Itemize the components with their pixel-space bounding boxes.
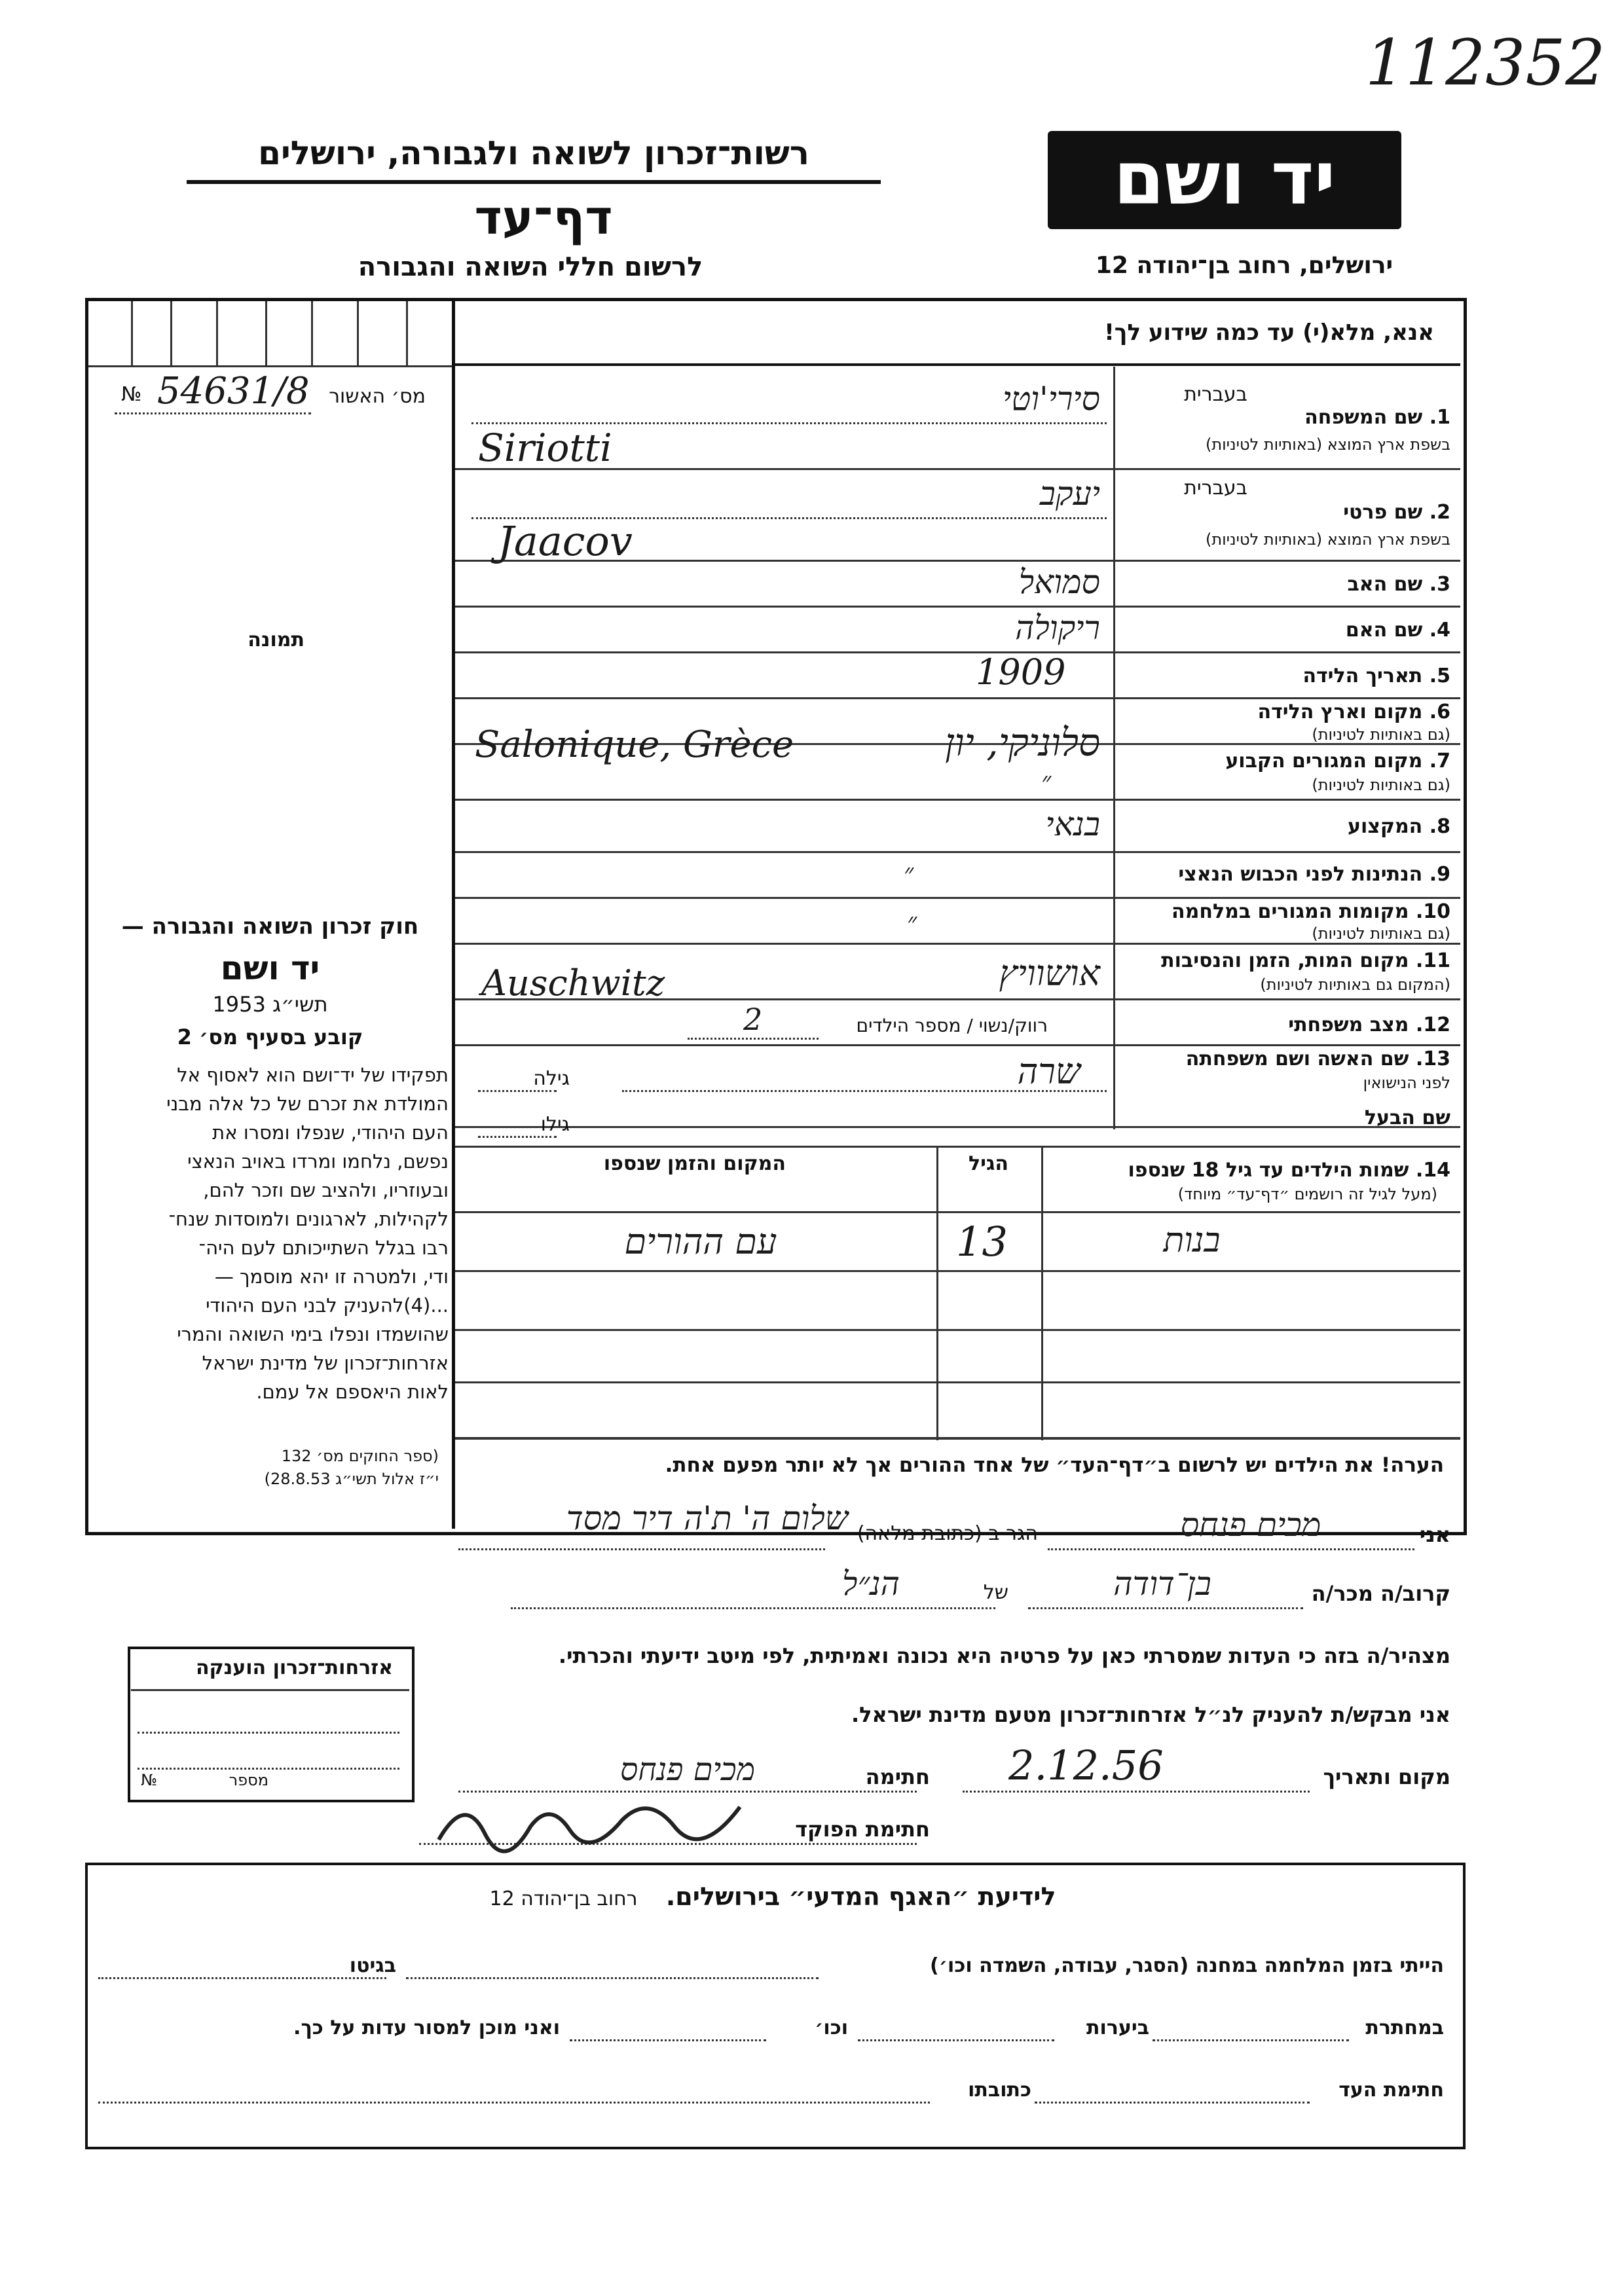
bottom-line1-ghetto: בגיטו bbox=[349, 1954, 396, 1977]
child-place[interactable]: עם ההורים bbox=[624, 1221, 777, 1262]
law-line: שהושמדו ונפלו בימי השואה והמרי bbox=[177, 1323, 449, 1345]
field-5-label: 5. תאריך הלידה bbox=[1302, 665, 1450, 687]
approval-prefix: № bbox=[121, 383, 142, 406]
field-10-label: 10. מקומות המגורים במלחמה bbox=[1172, 900, 1450, 923]
field-2-lat-value[interactable]: Jaacov bbox=[498, 517, 633, 565]
field-9-label: 9. הנתינות לפני הכבוש הנאצי bbox=[1178, 863, 1450, 886]
law-line: אזרחות־זכרון של מדינת ישראל bbox=[202, 1352, 449, 1374]
bottom-line1-camp: הייתי בזמן המלחמה במחנה (הסגר, עבודה, השמדה וכו׳) bbox=[930, 1954, 1444, 1977]
field-7-label: 7. מקום המגורים הקבוע bbox=[1225, 750, 1450, 773]
bottom-line2-forests: ביערות bbox=[1086, 2016, 1149, 2039]
photo-label: תמונה bbox=[248, 629, 304, 651]
bottom-title-address: רחוב בן־יהודה 12 bbox=[489, 1887, 638, 1910]
child-name[interactable]: בנות bbox=[1163, 1221, 1221, 1260]
field-7-sub: (גם באותיות לטיניות) bbox=[1312, 776, 1450, 794]
citizenship-number-label: מספר bbox=[229, 1771, 268, 1789]
field-2-label: 2. שם פרטי bbox=[1343, 501, 1450, 524]
husband-age-label: גילו bbox=[540, 1113, 570, 1136]
wife-age-label: גילה bbox=[533, 1067, 570, 1090]
officer-signature-scribble bbox=[426, 1781, 766, 1859]
field-11-heb-value[interactable]: אושוויץ bbox=[999, 953, 1100, 994]
law-line: לקהילות, לארגונים ולמוסדות שנח־ bbox=[168, 1208, 449, 1230]
law-line: המולדת את זכרם של כל אלה מבני bbox=[166, 1093, 449, 1115]
field-13-label: 13. שם האשה ושם משפחתה bbox=[1185, 1048, 1450, 1070]
field-1-lat-value[interactable]: Siriotti bbox=[478, 426, 612, 470]
declarant-address[interactable]: שלום ה' ת'ה דיר מסד bbox=[566, 1499, 849, 1537]
bottom-line2-underground: במחתרת bbox=[1365, 2016, 1444, 2039]
law-clause: קובע בסעיף מס׳ 2 bbox=[177, 1025, 363, 1049]
law-line: ...(4)להעניק לבני העם היהודי bbox=[206, 1294, 449, 1317]
request-text: אני מבקש/ת להעניק לנ״ל אזרחות־זכרון מטעם מדינת ישראל. bbox=[851, 1702, 1450, 1727]
yad-vashem-logo bbox=[1048, 131, 1401, 229]
bottom-title-main: לידיעת ״האגף המדעי״ בירושלים. bbox=[665, 1882, 1056, 1911]
field-4-label: 4. שם האם bbox=[1345, 619, 1450, 642]
law-line: ודי, ולמטרה זו יהא מוסמך — bbox=[214, 1266, 449, 1288]
field-4-value[interactable]: ריקולה bbox=[1015, 609, 1100, 647]
field-10-sub: (גם באותיות לטיניות) bbox=[1312, 924, 1450, 943]
field-6-heb-value[interactable]: סלוניקי, יון bbox=[945, 720, 1100, 765]
field-6-label: 6. מקום וארץ הלידה bbox=[1257, 701, 1450, 723]
bottom-line3-witness-signature: חתימת העד bbox=[1338, 2079, 1444, 2102]
field-1-heb-value[interactable]: סירי'וטי bbox=[1002, 380, 1100, 418]
bottom-line2-testimony: ואני מוכן למסור עדות על כך. bbox=[293, 2016, 560, 2039]
citizenship-number-prefix: № bbox=[141, 1771, 157, 1789]
form-subtitle: לרשום חללי השואה והגבורה bbox=[358, 252, 703, 282]
field-13-sub: לפני הנישואין bbox=[1363, 1074, 1450, 1092]
law-title: חוק זכרון השואה והגבורה — bbox=[121, 913, 419, 939]
field-2-heb-label: בעברית bbox=[1184, 477, 1247, 500]
field-12-children-count[interactable]: 2 bbox=[743, 1002, 763, 1037]
field-1-label: 1. שם המשפחה bbox=[1304, 406, 1450, 429]
date-value[interactable]: 2.12.56 bbox=[1008, 1741, 1164, 1789]
declarant-i-label: אני bbox=[1419, 1522, 1450, 1547]
field-12-label: 12. מצב משפחתי bbox=[1288, 1013, 1450, 1036]
law-line: העם היהודי, שנפלו ומסרו את bbox=[212, 1121, 449, 1144]
signature-label: חתימה bbox=[865, 1764, 930, 1789]
field-13-value[interactable]: שרה bbox=[1017, 1051, 1080, 1092]
field-10-value[interactable]: ״ bbox=[907, 907, 917, 938]
law-footnote-2: י״ז אלול תשי״ג 28.8.53) bbox=[264, 1470, 439, 1488]
bottom-line3-address: כתובתו bbox=[968, 2079, 1031, 2102]
officer-signature-label: חתימת הפוקד bbox=[795, 1817, 930, 1842]
field-8-label: 8. המקצוע bbox=[1348, 815, 1450, 838]
field-1-heb-label: בעברית bbox=[1184, 383, 1247, 406]
declarant-address-label: הגר ב (כתובת מלאה) bbox=[857, 1522, 1038, 1545]
field-2-sub: בשפת ארץ המוצא (באותיות לטיניות) bbox=[1206, 530, 1450, 549]
address: ירושלים, רחוב בן־יהודה 12 bbox=[1095, 252, 1393, 279]
field-1-sub: בשפת ארץ המוצא (באותיות לטיניות) bbox=[1206, 435, 1450, 454]
husband-label: שם הבעל bbox=[1364, 1106, 1450, 1129]
instruction-text: אנא, מלא(י) עד כמה שידוע לך! bbox=[1104, 319, 1434, 346]
declarant-name[interactable]: מכים פנחס bbox=[1180, 1506, 1321, 1544]
children-header-place: המקום והזמן שנספו bbox=[603, 1152, 786, 1175]
relative-value[interactable]: בן־דודה bbox=[1113, 1565, 1211, 1603]
field-7-value[interactable]: ״ bbox=[1041, 767, 1052, 797]
relative-label: קרוב/ה מכר/ה bbox=[1311, 1581, 1450, 1606]
law-year: תשי״ג 1953 bbox=[212, 992, 328, 1017]
law-footnote-1: (ספר החוקים מס׳ 132 bbox=[281, 1447, 439, 1465]
law-line: נפשם, נלחמו ומרדו באויב הנאצי bbox=[187, 1150, 449, 1173]
law-line: לאות היאספם אל עמם. bbox=[256, 1381, 449, 1403]
bottom-line2-etc: וכו׳ bbox=[815, 2016, 848, 2039]
field-11-sub: (המקום גם באותיות לטיניות) bbox=[1260, 975, 1450, 994]
law-text bbox=[95, 1061, 449, 1406]
signature-value[interactable]: מכים פנחס bbox=[619, 1751, 756, 1788]
child-age[interactable]: 13 bbox=[956, 1218, 1008, 1266]
declaration-text: מצהיר/ה בזה כי העדות שמסרתי כאן על פרטיה היא נכונה ואמיתית, לפי מיטב ידיעתי והכרתי. bbox=[558, 1643, 1450, 1668]
field-3-label: 3. שם האב bbox=[1347, 573, 1450, 596]
place-date-label: מקום ותאריך bbox=[1323, 1764, 1450, 1789]
field-8-value[interactable]: בנאי bbox=[1045, 805, 1100, 843]
law-line: תפקידו של יד־ושם הוא לאסוף אל bbox=[177, 1064, 449, 1086]
children-header-names: 14. שמות הילדים עד גיל 18 שנספו bbox=[1128, 1159, 1450, 1182]
law-line: ובעוזריו, ולהציב שם וזכר להם, bbox=[203, 1179, 449, 1201]
field-6-sub: (גם באותיות לטיניות) bbox=[1312, 725, 1450, 744]
logo-text: יד ושם bbox=[1113, 136, 1336, 221]
field-11-lat-value[interactable]: Auschwitz bbox=[481, 962, 665, 1004]
field-9-value[interactable]: ״ bbox=[904, 858, 914, 888]
children-header-age: הגיל bbox=[969, 1152, 1008, 1175]
form-title: דף־עד bbox=[474, 190, 613, 245]
archive-number: 112352 bbox=[1365, 26, 1606, 100]
approval-label: מס׳ האשור bbox=[329, 385, 426, 408]
law-name: יד ושם bbox=[220, 949, 320, 987]
bottom-title bbox=[98, 1882, 1447, 1911]
law-line: רבו בגלל השתייכותם לעם היה־ bbox=[198, 1237, 449, 1259]
note: הערה! את הילדים יש לרשום ב״דף־העד״ של אחד ההורים אך לא יותר מפעם אחת. bbox=[665, 1453, 1444, 1477]
of-value[interactable]: הנ״ל bbox=[842, 1565, 900, 1603]
field-11-label: 11. מקום המות, הזמן והנסיבות bbox=[1161, 949, 1450, 972]
approval-number: 54631/8 bbox=[157, 370, 310, 412]
field-2-heb-value[interactable]: יעקב bbox=[1039, 475, 1100, 513]
institution-name: רשות־זכרון לשואה ולגבורה, ירושלים bbox=[258, 134, 809, 172]
of-label: של bbox=[983, 1581, 1008, 1604]
children-header-sub: (מעל לגיל זה רושמים ״דף־עד״ מיוחד) bbox=[1177, 1185, 1437, 1203]
field-6-lat-value[interactable]: Salonique, Grèce bbox=[475, 723, 794, 766]
field-3-value[interactable]: סמואל bbox=[1018, 563, 1100, 601]
field-5-value[interactable]: 1909 bbox=[976, 651, 1066, 693]
field-12-options: רווק/נשוי / מספר הילדים bbox=[856, 1015, 1048, 1036]
header-underline bbox=[187, 180, 881, 184]
citizenship-box-title: אזרחות־זכרון הוענקה bbox=[195, 1656, 393, 1679]
